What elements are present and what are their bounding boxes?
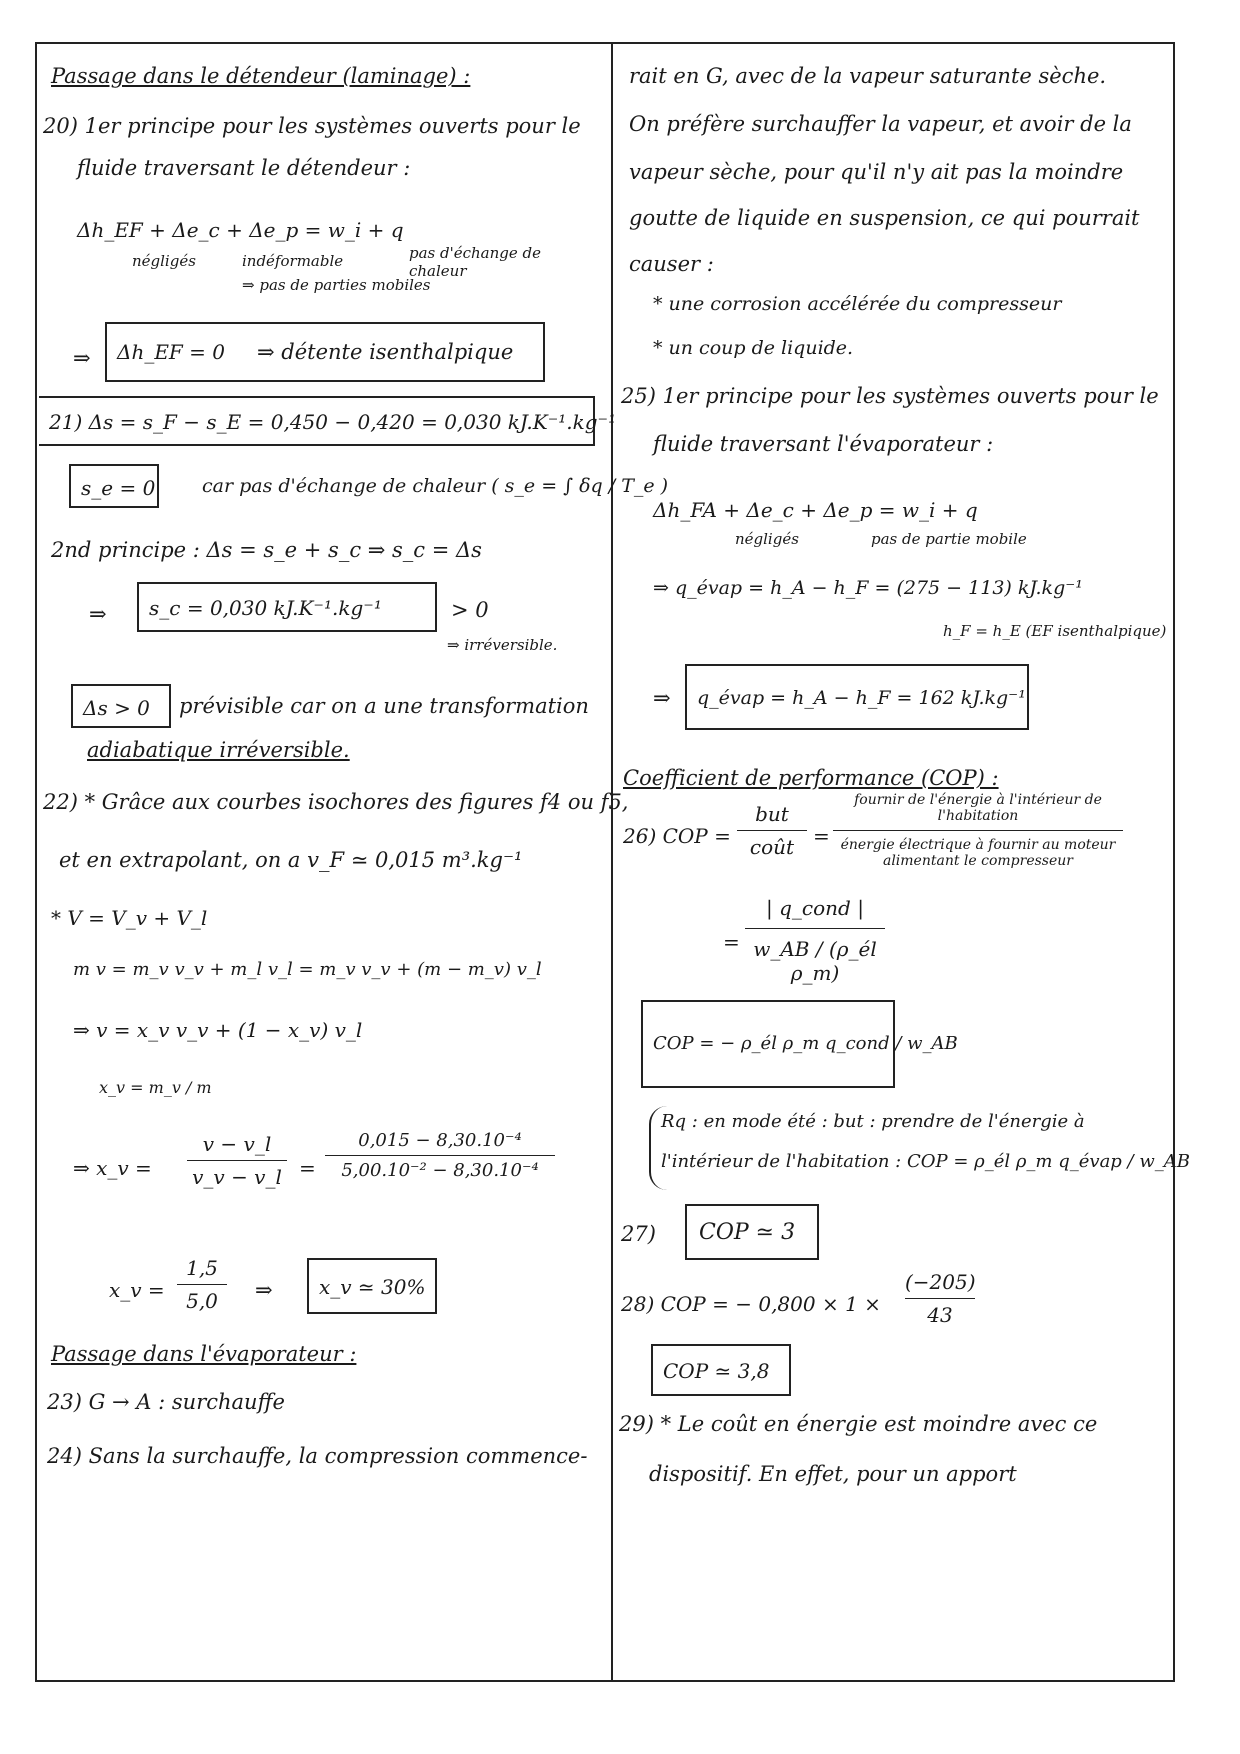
q27-label: 27) xyxy=(621,1222,656,1246)
fraction-bar-5 xyxy=(833,830,1123,831)
q29-line-1: 29) * Le coût en énergie est moindre avec ce xyxy=(619,1412,1098,1436)
right-line-7: * un coup de liquide. xyxy=(653,337,854,359)
q25-line-2: fluide traversant l'évaporateur : xyxy=(653,432,994,456)
q21-se-box xyxy=(69,464,159,508)
q25-hf-note: h_F = h_E (EF isenthalpique) xyxy=(943,622,1167,640)
q26-frac-num: | q_cond | xyxy=(766,896,864,920)
q20-result-text: ⇒ détente isenthalpique xyxy=(257,340,514,364)
q22-fraction-2 xyxy=(325,1130,555,1181)
q21-sc-gt: > 0 xyxy=(451,598,489,622)
arrow-icon: ⇒ xyxy=(73,346,91,370)
q26-but-cout-fraction xyxy=(737,802,807,859)
fraction-bar-2 xyxy=(325,1155,555,1156)
q20-note-pas-parties: ⇒ pas de parties mobiles xyxy=(242,276,431,294)
q22-frac1-den: v_v − v_l xyxy=(192,1165,282,1189)
q26-remark-1: Rq : en mode été : but : prendre de l'énergie à xyxy=(661,1111,1085,1132)
q21-box-text: 21) Δs = s_F − s_E = 0,450 − 0,420 = 0,030 kJ.K⁻¹.kg⁻¹ xyxy=(49,410,617,434)
q25-line-1: 25) 1er principe pour les systèmes ouverts pour le xyxy=(621,384,1159,408)
q20-line-1: 20) 1er principe pour les systèmes ouverts pour le xyxy=(43,114,581,138)
q22-line-1: 22) * Grâce aux courbes isochores des figures f4 ou f5, xyxy=(43,790,629,814)
q28-fraction xyxy=(905,1270,975,1327)
q25-pas-partie: pas de partie mobile xyxy=(871,530,1027,548)
q22-frac1-num: v − v_l xyxy=(202,1132,272,1156)
q26-frac-den: w_AB / (ρ_él ρ_m) xyxy=(753,937,877,985)
q21-adiabatique: adiabatique irréversible. xyxy=(87,738,350,762)
q20-line-2: fluide traversant le détendeur : xyxy=(77,156,411,180)
q28-num: (−205) xyxy=(905,1270,976,1294)
q22-frac2-num: 0,015 − 8,30.10⁻⁴ xyxy=(358,1130,522,1151)
q26-result-box xyxy=(641,1000,958,1088)
q22-line-3: * V = V_v + V_l xyxy=(51,906,208,930)
q20-equation: Δh_EF + Δe_c + Δe_p = w_i + q xyxy=(77,218,404,242)
q22-line-6: x_v = m_v / m xyxy=(99,1078,212,1097)
right-line-6: * une corrosion accélérée du compresseur xyxy=(653,293,1062,315)
right-line-1: rait en G, avec de la vapeur saturante sèche. xyxy=(629,64,1107,88)
q22-xv-label: ⇒ x_v = xyxy=(73,1156,152,1180)
fraction-bar-6 xyxy=(745,928,885,929)
q20-note-negliges: négligés xyxy=(132,252,196,270)
fraction-bar-7 xyxy=(905,1298,975,1299)
q22-result-box xyxy=(307,1258,437,1314)
q25-equation: Δh_FA + Δe_c + Δe_p = w_i + q xyxy=(653,498,978,522)
q20-result-box xyxy=(105,322,545,382)
q26-fournir-2: énergie électrique à fournir au moteur alimentant le compresseur xyxy=(840,837,1116,869)
q21-box xyxy=(39,396,617,446)
right-line-4: goutte de liquide en suspension, ce qui pourrait xyxy=(629,206,1140,230)
q26-box-text: COP = − ρ_él ρ_m q_cond / w_AB xyxy=(653,1033,958,1054)
q28-box-text: COP ≃ 3,8 xyxy=(663,1359,770,1383)
q29-line-2: dispositif. En effet, pour un apport xyxy=(649,1462,1017,1486)
q26-remark-2: l'intérieur de l'habitation : COP = ρ_él ρ_m q_évap / w_AB xyxy=(661,1151,1190,1172)
q28-label: 28) COP = − 0,800 × 1 × xyxy=(621,1292,881,1316)
right-line-2: On préfère surchauffer la vapeur, et avoir de la xyxy=(629,112,1132,136)
q20-box-text: Δh_EF = 0 xyxy=(117,340,225,364)
equals-sign-3: = xyxy=(723,930,740,954)
q22-fraction-1 xyxy=(187,1132,287,1189)
heading-evaporateur: Passage dans l'évaporateur : xyxy=(51,1342,357,1366)
q21-second-principle: 2nd principe : Δs = s_e + s_c ⇒ s_c = Δs xyxy=(51,538,482,562)
q22-frac3-num: 1,5 xyxy=(186,1256,218,1280)
q26-words-fraction xyxy=(833,792,1123,869)
arrow-icon-2: ⇒ xyxy=(89,602,107,626)
q26-qcond-fraction xyxy=(745,896,885,985)
q25-negliges: négligés xyxy=(735,530,799,548)
q24-line: 24) Sans la surchauffe, la compression commence- xyxy=(47,1444,588,1468)
q22-frac2-den: 5,00.10⁻² − 8,30.10⁻⁴ xyxy=(341,1160,539,1181)
q22-box-text: x_v ≃ 30% xyxy=(319,1275,426,1299)
q25-box-text: q_évap = h_A − h_F = 162 kJ.kg⁻¹ xyxy=(697,687,1026,709)
q22-frac3-den: 5,0 xyxy=(186,1289,218,1313)
q28-result-box xyxy=(651,1344,791,1396)
arrow-icon-3: ⇒ xyxy=(255,1278,273,1302)
q22-line-2: et en extrapolant, on a v_F ≃ 0,015 m³.kg⁻¹ xyxy=(59,848,523,872)
right-line-3: vapeur sèche, pour qu'il n'y ait pas la moindre xyxy=(629,160,1124,184)
heading-detendeur: Passage dans le détendeur (laminage) : xyxy=(51,64,471,88)
q25-qevap: ⇒ q_évap = h_A − h_F = (275 − 113) kJ.kg⁻¹ xyxy=(653,577,1083,599)
q25-result-box xyxy=(685,664,1029,730)
answer-sheet xyxy=(35,42,1190,1682)
q20-note-indeformable: indéformable xyxy=(242,252,344,270)
q21-ds-text: Δs > 0 xyxy=(83,696,150,720)
q27-box-text: COP ≃ 3 xyxy=(699,1220,796,1245)
q28-den: 43 xyxy=(927,1303,953,1327)
q27-result-box xyxy=(685,1204,819,1260)
q26-label: 26) COP = xyxy=(623,824,731,848)
q26-cout: coût xyxy=(749,835,795,859)
q22-line-5: ⇒ v = x_v v_v + (1 − x_v) v_l xyxy=(73,1018,363,1042)
q26-but: but xyxy=(755,802,789,826)
fraction-bar xyxy=(187,1160,287,1161)
q21-irreversible: ⇒ irréversible. xyxy=(447,636,558,654)
right-line-5: causer : xyxy=(629,252,714,276)
q22-line-4: m v = m_v v_v + m_l v_l = m_v v_v + (m − m_v) v_l xyxy=(73,959,542,980)
q20-note-chaleur: pas d'échange de chaleur xyxy=(409,244,542,280)
fraction-bar-4 xyxy=(737,830,807,831)
fraction-bar-3 xyxy=(177,1284,227,1285)
q26-fournir-1: fournir de l'énergie à l'intérieur de l'habitation xyxy=(854,792,1102,824)
equals-sign: = xyxy=(299,1156,316,1180)
q21-ds-box xyxy=(71,684,171,728)
q21-se-explanation: car pas d'échange de chaleur ( s_e = ∫ δq / T_e ) xyxy=(202,475,669,497)
q21-sc-box xyxy=(137,582,437,632)
q23-line: 23) G → A : surchauffe xyxy=(47,1390,285,1414)
q21-previsible: prévisible car on a une transformation xyxy=(179,694,589,718)
heading-cop: Coefficient de performance (COP) : xyxy=(623,766,999,790)
q21-se-text: s_e = 0 xyxy=(81,476,156,500)
arrow-icon-4: ⇒ xyxy=(653,686,671,710)
q22-fraction-3 xyxy=(177,1256,227,1313)
q22-xv-label-2: x_v = xyxy=(109,1278,165,1302)
right-column xyxy=(613,44,1190,1680)
q21-sc-text: s_c = 0,030 kJ.K⁻¹.kg⁻¹ xyxy=(149,596,382,620)
equals-sign-2: = xyxy=(813,824,830,848)
